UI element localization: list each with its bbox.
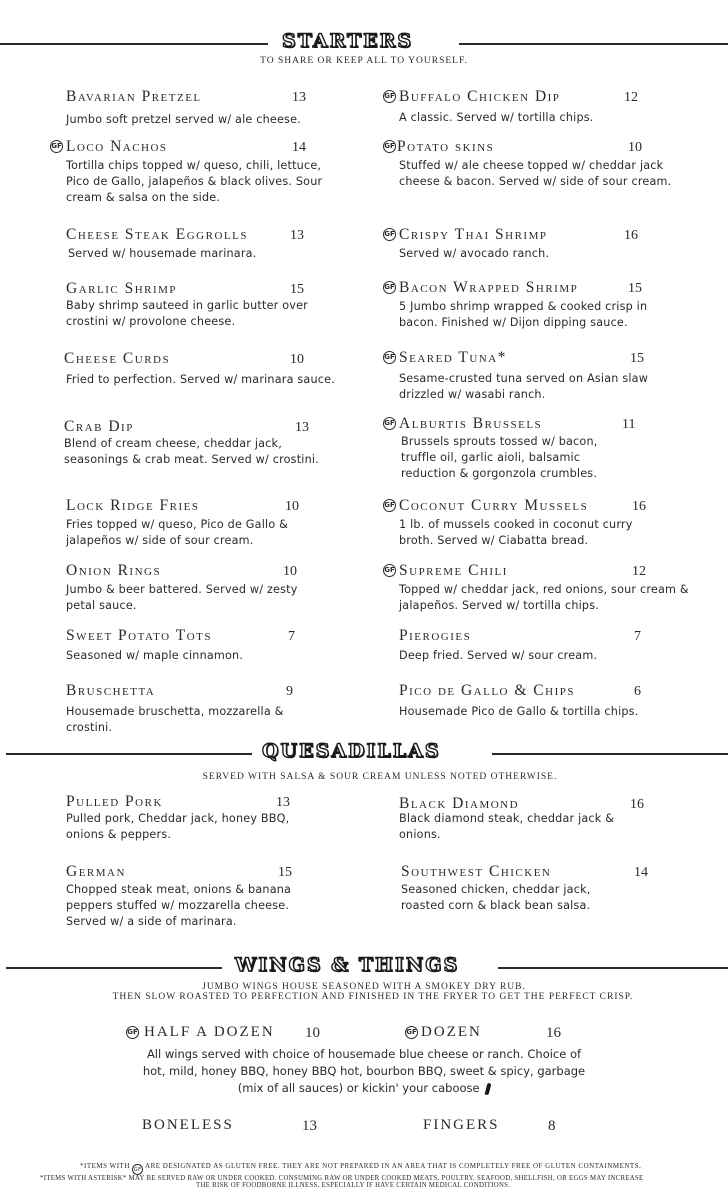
wings-title: WINGS & THINGS bbox=[235, 954, 460, 976]
asterisk-footnote-line-1: *ITEMS WITH ASTERISK* MAY BE SERVED RAW OR UNDER COOKED. CONSUMING RAW OR UNDER COOKED MEATS, POULTRY, SEAFOOD, SHELLFISH, OR EGGS MAY INCREASE bbox=[40, 1175, 644, 1182]
menu-item-price: 13 bbox=[292, 90, 306, 105]
asterisk-footnote-line-2: THE RISK OF FOODBORNE ILLNESS, ESPECIALLY IF HAVE CERTAIN MEDICAL CONDITIONS. bbox=[196, 1182, 511, 1189]
menu-item-desc: 5 Jumbo shrimp wrapped & cooked crisp in bacon. Finished w/ Dijon dipping sauce. bbox=[399, 300, 648, 329]
menu-item-desc: Tortilla chips topped w/ queso, chili, lettuce, Pico de Gallo, jalapeños & black olives. Sour cream & salsa on the side. bbox=[66, 159, 323, 204]
menu-item-price: 10 bbox=[285, 499, 299, 514]
menu-item-price: 15 bbox=[278, 865, 292, 880]
menu-item-desc: Housemade bruschetta, mozzarella & crostini. bbox=[66, 705, 284, 734]
menu-item-desc: Served w/ housemade marinara. bbox=[68, 247, 257, 260]
gluten-free-icon: GF bbox=[383, 228, 396, 241]
menu-item-name: Bavarian Pretzel bbox=[66, 88, 202, 105]
menu-item-price: 15 bbox=[630, 351, 644, 366]
gluten-free-icon: GF bbox=[383, 90, 396, 103]
menu-item-desc: Deep fried. Served w/ sour cream. bbox=[399, 649, 598, 662]
menu-item-desc: Jumbo soft pretzel served w/ ale cheese. bbox=[66, 113, 301, 126]
wings-description bbox=[134, 1046, 594, 1097]
wing-item-name: HALF A DOZEN bbox=[144, 1024, 275, 1040]
menu-item-desc: Black diamond steak, cheddar jack & onions. bbox=[399, 812, 615, 841]
menu-item-name: German bbox=[66, 863, 126, 880]
menu-item-name: Cheese Curds bbox=[64, 350, 171, 367]
menu-item-desc: Served w/ avocado ranch. bbox=[399, 247, 550, 260]
menu-item-price: 6 bbox=[634, 684, 641, 699]
menu-item-price: 15 bbox=[290, 282, 304, 297]
wings-subtitle-1: JUMBO WINGS HOUSE SEASONED WITH A SMOKEY DRY RUB. bbox=[202, 982, 526, 992]
wings-rule-right bbox=[498, 967, 728, 969]
menu-item-desc: 1 lb. of mussels cooked in coconut curry broth. Served w/ Ciabatta bread. bbox=[399, 518, 633, 547]
menu-item-name: Supreme Chili bbox=[399, 562, 508, 579]
wing-item-name: DOZEN bbox=[421, 1024, 482, 1040]
menu-item-price: 7 bbox=[288, 629, 295, 644]
menu-item-desc: Housemade Pico de Gallo & tortilla chips. bbox=[399, 705, 639, 718]
menu-item-price: 16 bbox=[624, 228, 638, 243]
menu-item-price: 16 bbox=[632, 499, 646, 514]
wing-item-name: FINGERS bbox=[423, 1117, 500, 1133]
gluten-free-icon: GF bbox=[383, 417, 396, 430]
menu-item-price: 12 bbox=[624, 90, 638, 105]
menu-item-desc: Seasoned chicken, cheddar jack, roasted corn & black bean salsa. bbox=[401, 883, 591, 912]
menu-item-name: Southwest Chicken bbox=[401, 863, 552, 880]
wings-description-text: All wings served with choice of housemade blue cheese or ranch. Choice of hot, mild, honey BBQ, honey BBQ hot, bourbon BBQ, sweet & spicy, garbage (mix of all sauces) or kickin' your caboose bbox=[142, 1047, 586, 1095]
menu-item-price: 11 bbox=[622, 417, 636, 432]
wings-subtitle-2: THEN SLOW ROASTED TO PERFECTION AND FINISHED IN THE FRYER TO GET THE PERFECT CRISP. bbox=[112, 992, 634, 1002]
menu-item-desc: Seasoned w/ maple cinnamon. bbox=[66, 649, 244, 662]
menu-item-name: Cheese Steak Eggrolls bbox=[66, 226, 248, 243]
quesadillas-title: QUESADILLAS bbox=[262, 740, 441, 762]
quesadillas-rule-left bbox=[6, 753, 252, 755]
wings-rule-left bbox=[6, 967, 222, 969]
menu-item-desc: Baby shrimp sauteed in garlic butter over crostini w/ provolone cheese. bbox=[66, 299, 308, 328]
menu-item-price: 14 bbox=[292, 140, 306, 155]
menu-item-name: Onion Rings bbox=[66, 562, 162, 579]
menu-item-desc: Blend of cream cheese, cheddar jack, seasonings & crab meat. Served w/ crostini. bbox=[64, 437, 319, 466]
gluten-free-icon: GF bbox=[383, 281, 396, 294]
menu-item-name: Sweet Potato Tots bbox=[66, 627, 212, 644]
menu-item-name: Crispy Thai Shrimp bbox=[399, 226, 548, 243]
menu-item-desc: Sesame-crusted tuna served on Asian slaw drizzled w/ wasabi ranch. bbox=[399, 372, 649, 401]
menu-item-price: 13 bbox=[276, 795, 290, 810]
menu-item-price: 10 bbox=[628, 140, 642, 155]
menu-item-desc: Chopped steak meat, onions & banana peppers stuffed w/ mozzarella cheese. Served w/ a side of marinara. bbox=[66, 883, 292, 928]
gluten-free-icon: GF bbox=[132, 1164, 143, 1175]
menu-item-price: 9 bbox=[286, 684, 293, 699]
chili-pepper-icon bbox=[485, 1083, 492, 1096]
wing-item-price: 13 bbox=[302, 1118, 317, 1134]
menu-item-price: 14 bbox=[634, 865, 648, 880]
gluten-free-icon: GF bbox=[383, 140, 396, 153]
starters-rule-left bbox=[0, 43, 268, 45]
menu-item-name: Pico de Gallo & Chips bbox=[399, 682, 575, 699]
menu-item-price: 10 bbox=[283, 564, 297, 579]
menu-item-name: Bruschetta bbox=[66, 682, 156, 699]
menu-item-desc: Fries topped w/ queso, Pico de Gallo & jalapeños w/ side of sour cream. bbox=[66, 518, 289, 547]
gluten-free-footnote bbox=[80, 1162, 641, 1175]
menu-item-name: Pulled Pork bbox=[66, 793, 163, 810]
menu-item-price: 10 bbox=[290, 352, 304, 367]
menu-item-desc: Pulled pork, Cheddar jack, honey BBQ, onions & peppers. bbox=[66, 812, 290, 841]
wing-item-price: 10 bbox=[305, 1025, 320, 1041]
menu-item-price: 12 bbox=[632, 564, 646, 579]
starters-title: STARTERS bbox=[282, 30, 414, 52]
menu-item-desc: A classic. Served w/ tortilla chips. bbox=[399, 111, 594, 124]
menu-item-price: 13 bbox=[295, 420, 309, 435]
starters-rule-right bbox=[459, 43, 728, 45]
menu-item-name: Buffalo Chicken Dip bbox=[399, 88, 561, 105]
menu-item-name: Bacon Wrapped Shrimp bbox=[399, 279, 579, 296]
menu-item-price: 13 bbox=[290, 228, 304, 243]
menu-item-name: Seared Tuna* bbox=[399, 349, 507, 366]
gluten-free-footnote-post: ARE DESIGNATED AS GLUTEN FREE. THEY ARE NOT PREPARED IN AN AREA THAT IS COMPLETELY FREE OF GLUTEN CONTAINMENTS. bbox=[145, 1162, 642, 1170]
menu-item-name: Loco Nachos bbox=[66, 138, 168, 155]
wing-item-name: BONELESS bbox=[142, 1117, 234, 1133]
gluten-free-icon: GF bbox=[50, 140, 63, 153]
menu-item-name: Garlic Shrimp bbox=[66, 280, 178, 297]
menu-item-desc: Jumbo & beer battered. Served w/ zesty petal sauce. bbox=[66, 583, 298, 612]
gluten-free-icon: GF bbox=[383, 499, 396, 512]
menu-item-name: Pierogies bbox=[399, 627, 472, 644]
quesadillas-rule-right bbox=[492, 753, 728, 755]
menu-item-name: Crab Dip bbox=[64, 418, 134, 435]
menu-item-name: Coconut Curry Mussels bbox=[399, 497, 589, 514]
menu-item-desc: Stuffed w/ ale cheese topped w/ cheddar jack cheese & bacon. Served w/ side of sour cream. bbox=[399, 159, 672, 188]
gluten-free-icon: GF bbox=[126, 1026, 139, 1039]
menu-item-desc: Topped w/ cheddar jack, red onions, sour cream & jalapeños. Served w/ tortilla chips. bbox=[399, 583, 689, 612]
menu-item-price: 7 bbox=[634, 629, 641, 644]
quesadillas-subtitle: SERVED WITH SALSA & SOUR CREAM UNLESS NOTED OTHERWISE. bbox=[202, 772, 558, 782]
menu-item-name: Lock Ridge Fries bbox=[66, 497, 200, 514]
menu-item-price: 15 bbox=[628, 281, 642, 296]
starters-subtitle: TO SHARE OR KEEP ALL TO YOURSELF. bbox=[260, 56, 468, 66]
menu-item-name: Black Diamond bbox=[399, 795, 520, 812]
menu-item-desc: Brussels sprouts tossed w/ bacon, truffle oil, garlic aioli, balsamic reduction & gorgonzola crumbles. bbox=[401, 435, 598, 480]
menu-item-price: 16 bbox=[630, 797, 644, 812]
menu-item-name: Alburtis Brussels bbox=[399, 415, 543, 432]
gluten-free-icon: GF bbox=[383, 351, 396, 364]
menu-item-desc: Fried to perfection. Served w/ marinara sauce. bbox=[66, 373, 335, 386]
gluten-free-icon: GF bbox=[383, 564, 396, 577]
gluten-free-footnote-pre: *ITEMS WITH bbox=[80, 1162, 130, 1170]
gluten-free-icon: GF bbox=[405, 1026, 418, 1039]
menu-item-name: Potato skins bbox=[397, 138, 495, 155]
wing-item-price: 16 bbox=[546, 1025, 561, 1041]
wing-item-price: 8 bbox=[548, 1118, 556, 1134]
